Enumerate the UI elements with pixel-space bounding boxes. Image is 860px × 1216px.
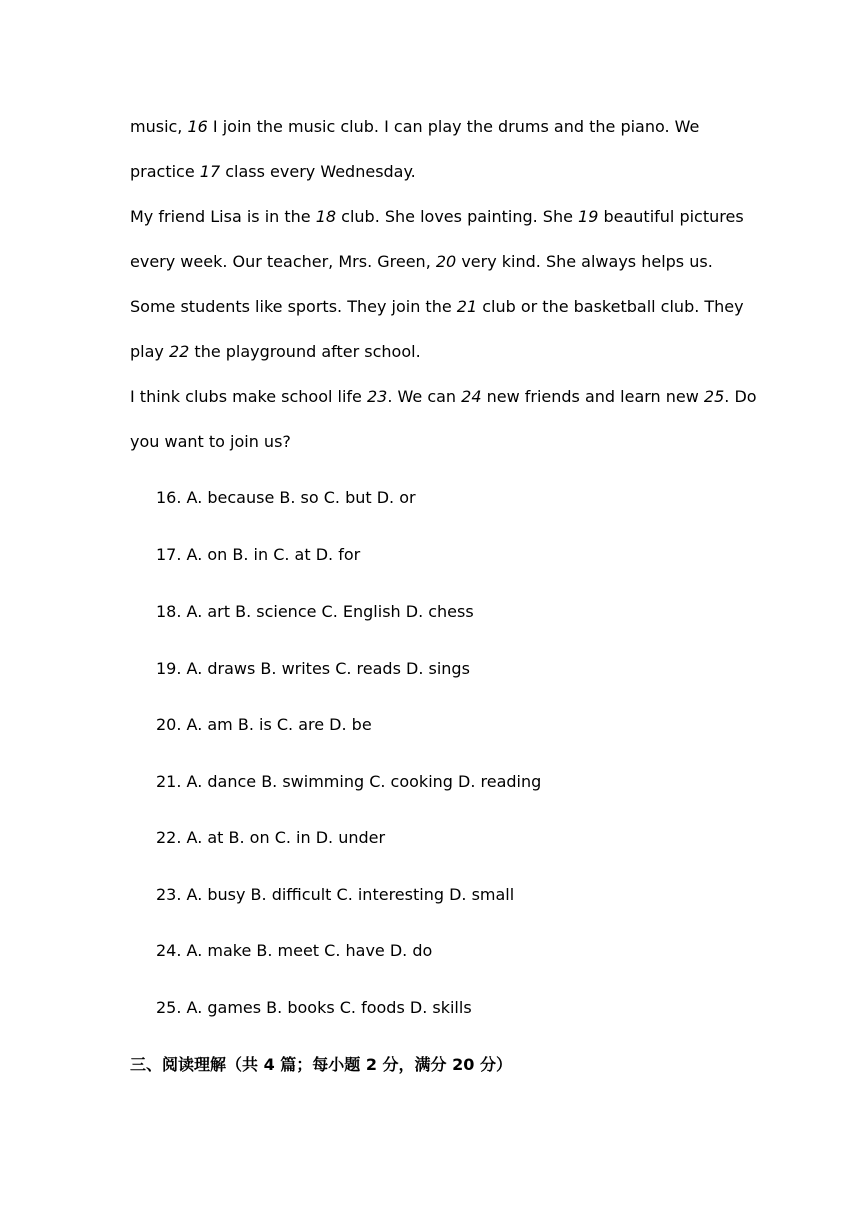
- blank-number: 19: [578, 207, 599, 226]
- passage-text: I join the music club. I can play the drums and the piano. We: [207, 117, 700, 136]
- passage-text: beautiful pictures: [598, 207, 744, 226]
- section-heading: 三、阅读理解（共 4 篇；每小题 2 分，满分 20 分）: [130, 1055, 512, 1074]
- passage-text: club. She loves painting. She: [336, 207, 579, 226]
- question-23: 23. A. busy B. difficult C. interesting D. small: [156, 885, 515, 904]
- blank-number: 23: [366, 387, 388, 406]
- passage-text: every week. Our teacher, Mrs. Green,: [130, 252, 436, 271]
- blank-number: 20: [435, 252, 457, 271]
- passage-line-3: [130, 207, 744, 227]
- question-21: 21. A. dance B. swimming C. cooking D. reading: [156, 772, 542, 791]
- passage-text: My friend Lisa is in the: [130, 207, 316, 226]
- passage-text: the playground after school.: [189, 342, 421, 361]
- passage-line-2: [130, 162, 730, 182]
- passage-text: play: [130, 342, 169, 361]
- passage-text: I think clubs make school life: [130, 387, 367, 406]
- question-24: 24. A. make B. meet C. have D. do: [156, 941, 433, 960]
- passage-text: club or the basketball club. They: [477, 297, 744, 316]
- passage-line-7: [130, 387, 757, 407]
- question-16: 16. A. because B. so C. but D. or: [156, 488, 416, 507]
- passage-line-4: [130, 252, 730, 272]
- question-17: 17. A. on B. in C. at D. for: [156, 545, 361, 564]
- passage-line-8: [130, 432, 730, 452]
- passage-line-5: [130, 297, 744, 317]
- passage-text: new friends and learn new: [481, 387, 704, 406]
- passage-text: very kind. She always helps us.: [456, 252, 713, 271]
- passage-text: Some students like sports. They join the: [130, 297, 457, 316]
- blank-number: 17: [199, 162, 221, 181]
- passage-line-1: [130, 117, 730, 137]
- blank-number: 25: [703, 387, 725, 406]
- blank-number: 16: [187, 117, 208, 136]
- passage-text: . We can: [387, 387, 462, 406]
- question-19: 19. A. draws B. writes C. reads D. sings: [156, 659, 470, 678]
- passage-line-6: [130, 342, 730, 362]
- passage-text: . Do: [724, 387, 757, 406]
- passage-text: you want to join us?: [130, 432, 291, 451]
- passage-text: practice: [130, 162, 200, 181]
- question-25: 25. A. games B. books C. foods D. skills: [156, 998, 472, 1017]
- passage-text: class every Wednesday.: [220, 162, 416, 181]
- blank-number: 22: [168, 342, 190, 361]
- blank-number: 18: [315, 207, 337, 226]
- passage-text: music,: [130, 117, 188, 136]
- question-20: 20. A. am B. is C. are D. be: [156, 715, 372, 734]
- question-22: 22. A. at B. on C. in D. under: [156, 828, 386, 847]
- blank-number: 21: [456, 297, 478, 316]
- blank-number: 24: [461, 387, 482, 406]
- question-18: 18. A. art B. science C. English D. chess: [156, 602, 474, 621]
